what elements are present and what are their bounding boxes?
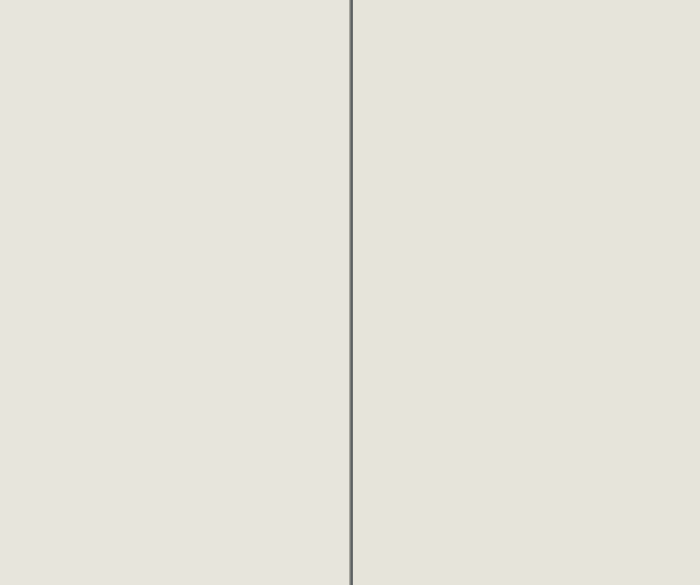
right-page xyxy=(353,0,700,585)
